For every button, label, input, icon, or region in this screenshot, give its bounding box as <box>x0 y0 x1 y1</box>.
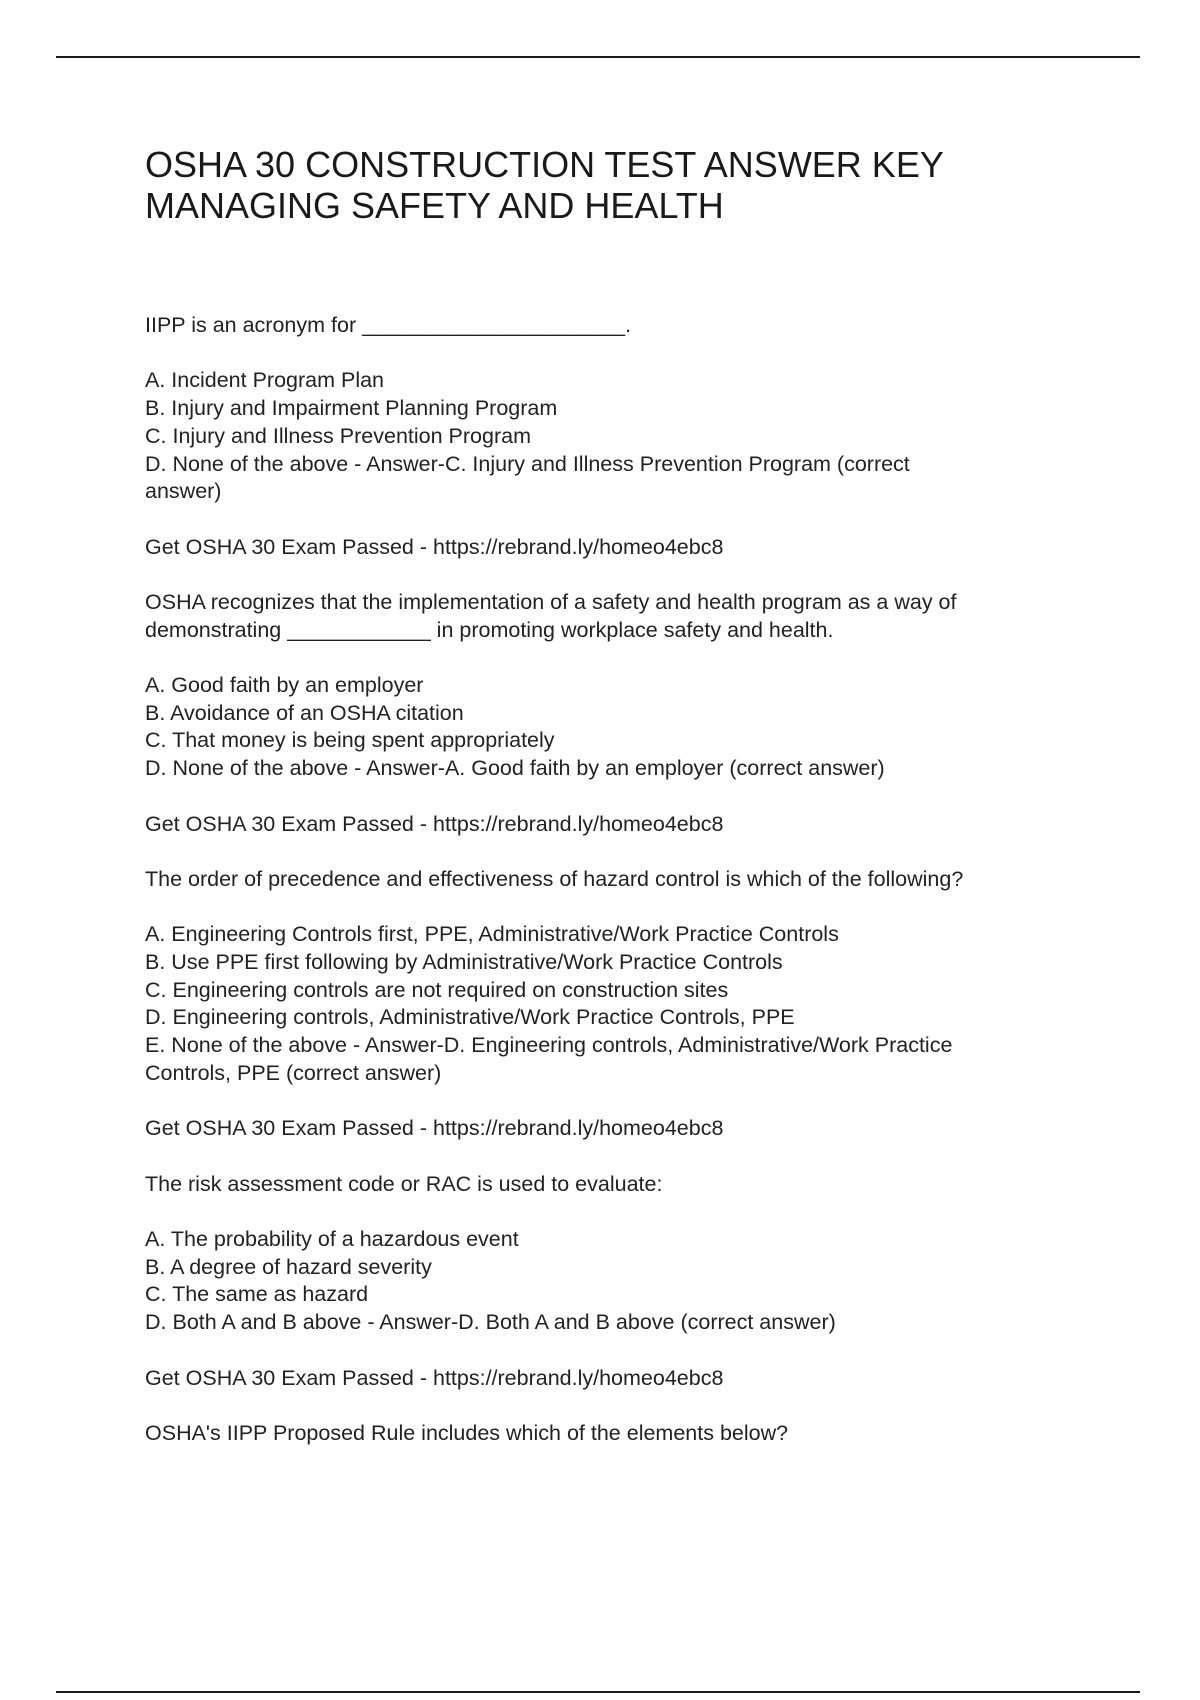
promo-text: Get OSHA 30 Exam Passed - https://rebrand.ly/homeo4ebc8 <box>145 811 724 836</box>
promo-text: Get OSHA 30 Exam Passed - https://rebrand.ly/homeo4ebc8 <box>145 1365 724 1390</box>
answer-option: B. A degree of hazard severity <box>145 1254 432 1279</box>
answer-option: A. Good faith by an employer <box>145 673 424 698</box>
answer-option: D. None of the above - Answer-C. Injury and Illness Prevention Program (correct <box>145 451 910 476</box>
answer-options <box>145 1226 963 1337</box>
document-title <box>145 144 944 226</box>
promo-link-text <box>145 534 963 562</box>
question-list <box>145 312 963 1475</box>
promo-link-text <box>145 1115 963 1143</box>
answer-option: answer) <box>145 479 222 504</box>
answer-options <box>145 921 963 1087</box>
answer-option: E. None of the above - Answer-D. Engineering controls, Administrative/Work Practice <box>145 1033 953 1058</box>
footer-rule <box>56 1691 1140 1693</box>
answer-option: B. Injury and Impairment Planning Program <box>145 396 558 421</box>
answer-options <box>145 367 963 506</box>
question-stem <box>145 312 963 340</box>
answer-option: A. The probability of a hazardous event <box>145 1227 519 1252</box>
answer-option: B. Avoidance of an OSHA citation <box>145 700 464 725</box>
answer-option: A. Incident Program Plan <box>145 368 385 393</box>
answer-option: Controls, PPE (correct answer) <box>145 1060 442 1085</box>
title-line-1: OSHA 30 CONSTRUCTION TEST ANSWER KEY <box>145 144 944 185</box>
question-text: IIPP is an acronym for ______________________. <box>145 313 632 337</box>
promo-link-text <box>145 811 963 839</box>
question-stem <box>145 589 963 644</box>
promo-text: Get OSHA 30 Exam Passed - https://rebrand.ly/homeo4ebc8 <box>145 534 724 559</box>
header-rule <box>56 56 1140 58</box>
answer-option: D. None of the above - Answer-A. Good faith by an employer (correct answer) <box>145 756 885 781</box>
promo-text: Get OSHA 30 Exam Passed - https://rebrand.ly/homeo4ebc8 <box>145 1116 724 1141</box>
answer-option: D. Both A and B above - Answer-D. Both A and B above (correct answer) <box>145 1310 836 1335</box>
answer-options <box>145 672 963 783</box>
answer-option: C. The same as hazard <box>145 1282 369 1307</box>
answer-option: C. That money is being spent appropriately <box>145 728 555 753</box>
question-text: demonstrating ____________ in promoting workplace safety and health. <box>145 617 834 642</box>
answer-option: A. Engineering Controls first, PPE, Administrative/Work Practice Controls <box>145 922 839 947</box>
answer-option: B. Use PPE first following by Administrative/Work Practice Controls <box>145 950 783 975</box>
question-stem <box>145 866 963 894</box>
question-stem <box>145 1171 963 1199</box>
answer-option: C. Engineering controls are not required on construction sites <box>145 977 729 1002</box>
question-text: OSHA's IIPP Proposed Rule includes which of the elements below? <box>145 1420 789 1445</box>
question-text: OSHA recognizes that the implementation of a safety and health program as a way of <box>145 589 957 614</box>
question-stem <box>145 1420 963 1448</box>
title-line-2: MANAGING SAFETY AND HEALTH <box>145 185 724 226</box>
answer-option: D. Engineering controls, Administrative/Work Practice Controls, PPE <box>145 1005 795 1030</box>
answer-option: C. Injury and Illness Prevention Program <box>145 423 531 448</box>
question-text: The risk assessment code or RAC is used to evaluate: <box>145 1171 663 1196</box>
question-text: The order of precedence and effectiveness of hazard control is which of the following? <box>145 866 964 891</box>
promo-link-text <box>145 1365 963 1393</box>
